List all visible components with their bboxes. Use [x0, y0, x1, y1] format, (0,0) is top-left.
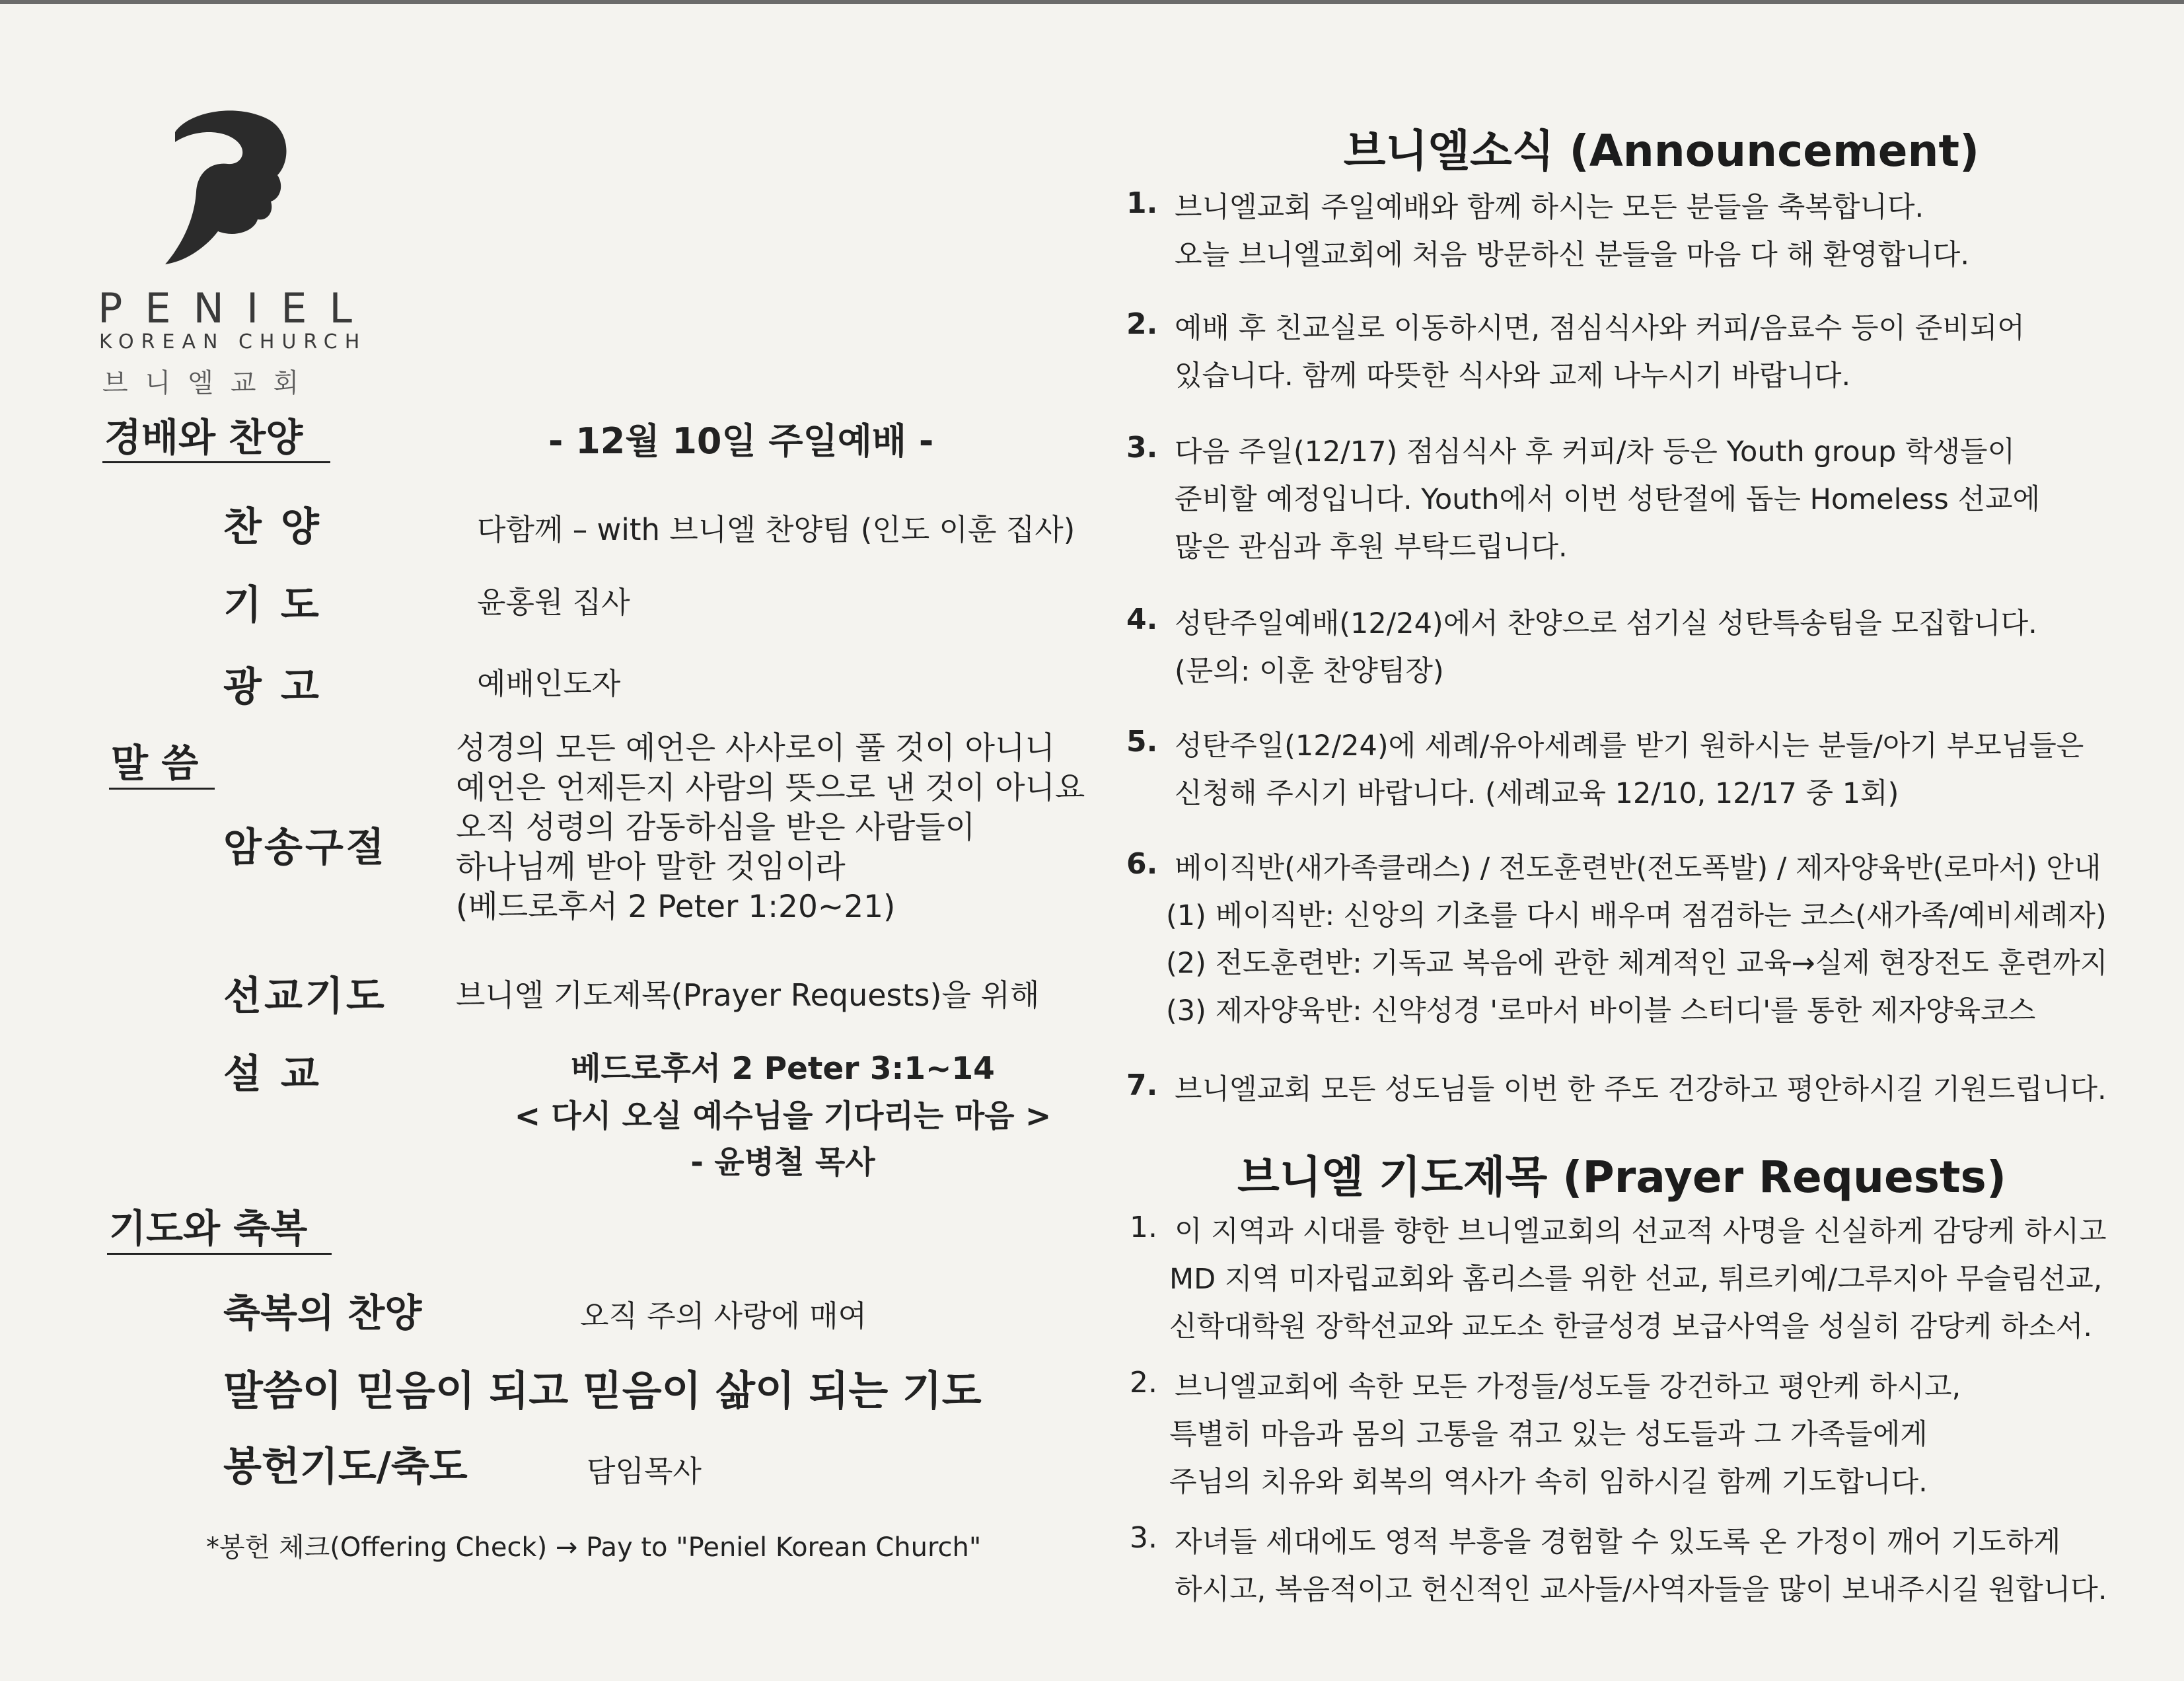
prayer-request-line: 자녀들 세대에도 영적 부흥을 경험할 수 있도록 온 가정이 깨어 기도하게 [1175, 1526, 2061, 1559]
memory-verse-line-2: 예언은 언제든지 사람의 뜻으로 낸 것이 아니요 [456, 770, 1085, 806]
announcement-line: (문의: 이훈 찬양팀장) [1175, 655, 1444, 688]
word-faith-prayer: 말씀이 믿음이 되고 믿음이 삶이 되는 기도 [223, 1366, 982, 1415]
prayer-request-line: 특별히 마음과 몸의 고통을 겪고 있는 성도들과 그 가족들에게 [1169, 1418, 1928, 1451]
memory-verse-line-1: 성경의 모든 예언은 사사로이 풀 것이 아니니 [456, 730, 1055, 766]
peniel-logo-icon [149, 106, 291, 268]
logo-name-ko: 브니엘교회 [102, 368, 316, 398]
word-heading-rule [109, 788, 215, 790]
announcement-line: (2) 전도훈련반: 기독교 복음에 관한 체계적인 교육→실제 현장전도 훈련까지 [1166, 947, 2108, 980]
blessing-song-text: 오직 주의 사랑에 매여 [580, 1298, 867, 1333]
announcement-label: 광 고 [223, 664, 322, 710]
memory-verse-label: 암송구절 [223, 825, 387, 871]
sermon-reference: 베드로후서 2 Peter 3:1~14 [571, 1051, 995, 1087]
praise-label: 찬 양 [223, 504, 322, 550]
announcement-number: 2. [1126, 307, 1158, 341]
announcement-number: 6. [1126, 847, 1158, 881]
prayer-request-line: 브니엘교회에 속한 모든 가정들/성도들 강건하고 평안케 하시고, [1175, 1370, 1961, 1403]
prayer-request-line: 이 지역과 시대를 향한 브니엘교회의 선교적 사명을 신실하게 감당케 하시고 [1175, 1215, 2107, 1248]
prayer-request-number: 3. [1130, 1521, 1157, 1555]
prayer-request-line: 하시고, 복음적이고 헌신적인 교사들/사역자들을 많이 보내주시길 원합니다. [1175, 1573, 2107, 1606]
announcement-line: (1) 베이직반: 신앙의 기초를 다시 배우며 점검하는 코스(새가족/예비세례자) [1166, 899, 2107, 932]
announcements-title: 브니엘소식 (Announcement) [1343, 126, 1980, 176]
praise-text: 다함께 – with 브니엘 찬양팀 (인도 이훈 집사) [477, 512, 1075, 547]
memory-verse-line-3: 오직 성령의 감동하심을 받은 사람들이 [456, 809, 976, 846]
announcement-line: 베이직반(새가족클래스) / 전도훈련반(전도폭발) / 제자양육반(로마서) 안내 [1175, 852, 2101, 885]
prayer-request-line: 주님의 치유와 회복의 역사가 속히 임하시길 함께 기도합니다. [1169, 1466, 1928, 1499]
announcement-line: 많은 관심과 후원 부탁드립니다. [1175, 531, 1568, 564]
announcement-line: 준비할 예정입니다. Youth에서 이번 성탄절에 돕는 Homeless 선교에 [1175, 483, 2041, 516]
announcement-line: 브니엘교회 주일예배와 함께 하시는 모든 분들을 축복합니다. [1175, 191, 1924, 224]
service-date-title: - 12월 10일 주일예배 - [548, 420, 934, 462]
announcement-number: 3. [1126, 431, 1158, 465]
offering-prayer-label: 봉헌기도/축도 [223, 1444, 468, 1490]
offering-check-note: *봉헌 체크(Offering Check) → Pay to "Peniel Korean Church" [206, 1532, 982, 1563]
prayer-request-number: 1. [1130, 1211, 1157, 1244]
announcement-line: 다음 주일(12/17) 점심식사 후 커피/차 등은 Youth group 학생들이 [1175, 435, 2016, 468]
top-border [0, 0, 2184, 4]
announcement-line: 예배 후 친교실로 이동하시면, 점심식사와 커피/음료수 등이 준비되어 [1175, 312, 2025, 345]
announcement-number: 7. [1126, 1068, 1158, 1102]
sermon-preacher: - 윤병철 목사 [690, 1144, 875, 1181]
memory-verse-reference: (베드로후서 2 Peter 1:20~21) [456, 889, 896, 925]
prayer-label: 기 도 [223, 582, 322, 628]
announcement-line: (3) 제자양육반: 신약성경 '로마서 바이블 스터디'를 통한 제자양육코스 [1166, 994, 2036, 1027]
sermon-label: 설 교 [223, 1051, 322, 1098]
announcement-number: 4. [1126, 603, 1158, 636]
prayer-request-line: 신학대학원 장학선교와 교도소 한글성경 보급사역을 성실히 감당케 하소서. [1169, 1310, 2093, 1343]
announcement-line: 성탄주일(12/24)에 세례/유아세례를 받기 원하시는 분들/아기 부모님들은 [1175, 729, 2084, 763]
logo-subtitle-en: KOREAN CHURCH [99, 330, 367, 354]
announcement-line: 신청해 주시기 바랍니다. (세례교육 12/10, 12/17 중 1회) [1175, 777, 1899, 810]
blessing-song-label: 축복의 찬양 [223, 1290, 422, 1335]
blessing-heading: 기도와 축복 [109, 1206, 308, 1251]
prayer-request-line: MD 지역 미자립교회와 홈리스를 위한 선교, 튀르키예/그루지아 무슬림선교, [1169, 1263, 2103, 1296]
prayer-text: 윤홍원 집사 [477, 585, 630, 620]
memory-verse-line-4: 하나님께 받아 말한 것임이라 [456, 849, 846, 885]
announcement-line: 있습니다. 함께 따뜻한 식사와 교제 나누시기 바랍니다. [1175, 359, 1851, 392]
announcement-number: 1. [1126, 186, 1158, 220]
announcement-line: 오늘 브니엘교회에 처음 방문하신 분들을 마음 다 해 환영합니다. [1175, 239, 1970, 272]
announcement-text: 예배인도자 [477, 666, 621, 701]
logo-name-en: PENIEL [98, 284, 375, 332]
word-heading: 말 씀 [111, 741, 199, 786]
offering-prayer-text: 담임목사 [587, 1454, 702, 1489]
worship-heading-rule [102, 461, 330, 463]
blessing-heading-rule [107, 1253, 332, 1255]
mission-prayer-text: 브니엘 기도제목(Prayer Requests)을 위해 [456, 977, 1040, 1013]
announcement-number: 5. [1126, 725, 1158, 759]
announcement-line: 성탄주일예배(12/24)에서 찬양으로 섬기실 성탄특송팀을 모집합니다. [1175, 607, 2037, 640]
worship-heading: 경배와 찬양 [104, 415, 303, 460]
prayer-request-number: 2. [1130, 1366, 1157, 1400]
announcement-line: 브니엘교회 모든 성도님들 이번 한 주도 건강하고 평안하시길 기원드립니다. [1175, 1073, 2107, 1106]
sermon-title: < 다시 오실 예수님을 기다리는 마음 > [514, 1098, 1052, 1135]
prayer-requests-title: 브니엘 기도제목 (Prayer Requests) [1237, 1152, 2006, 1203]
mission-prayer-label: 선교기도 [223, 973, 387, 1020]
